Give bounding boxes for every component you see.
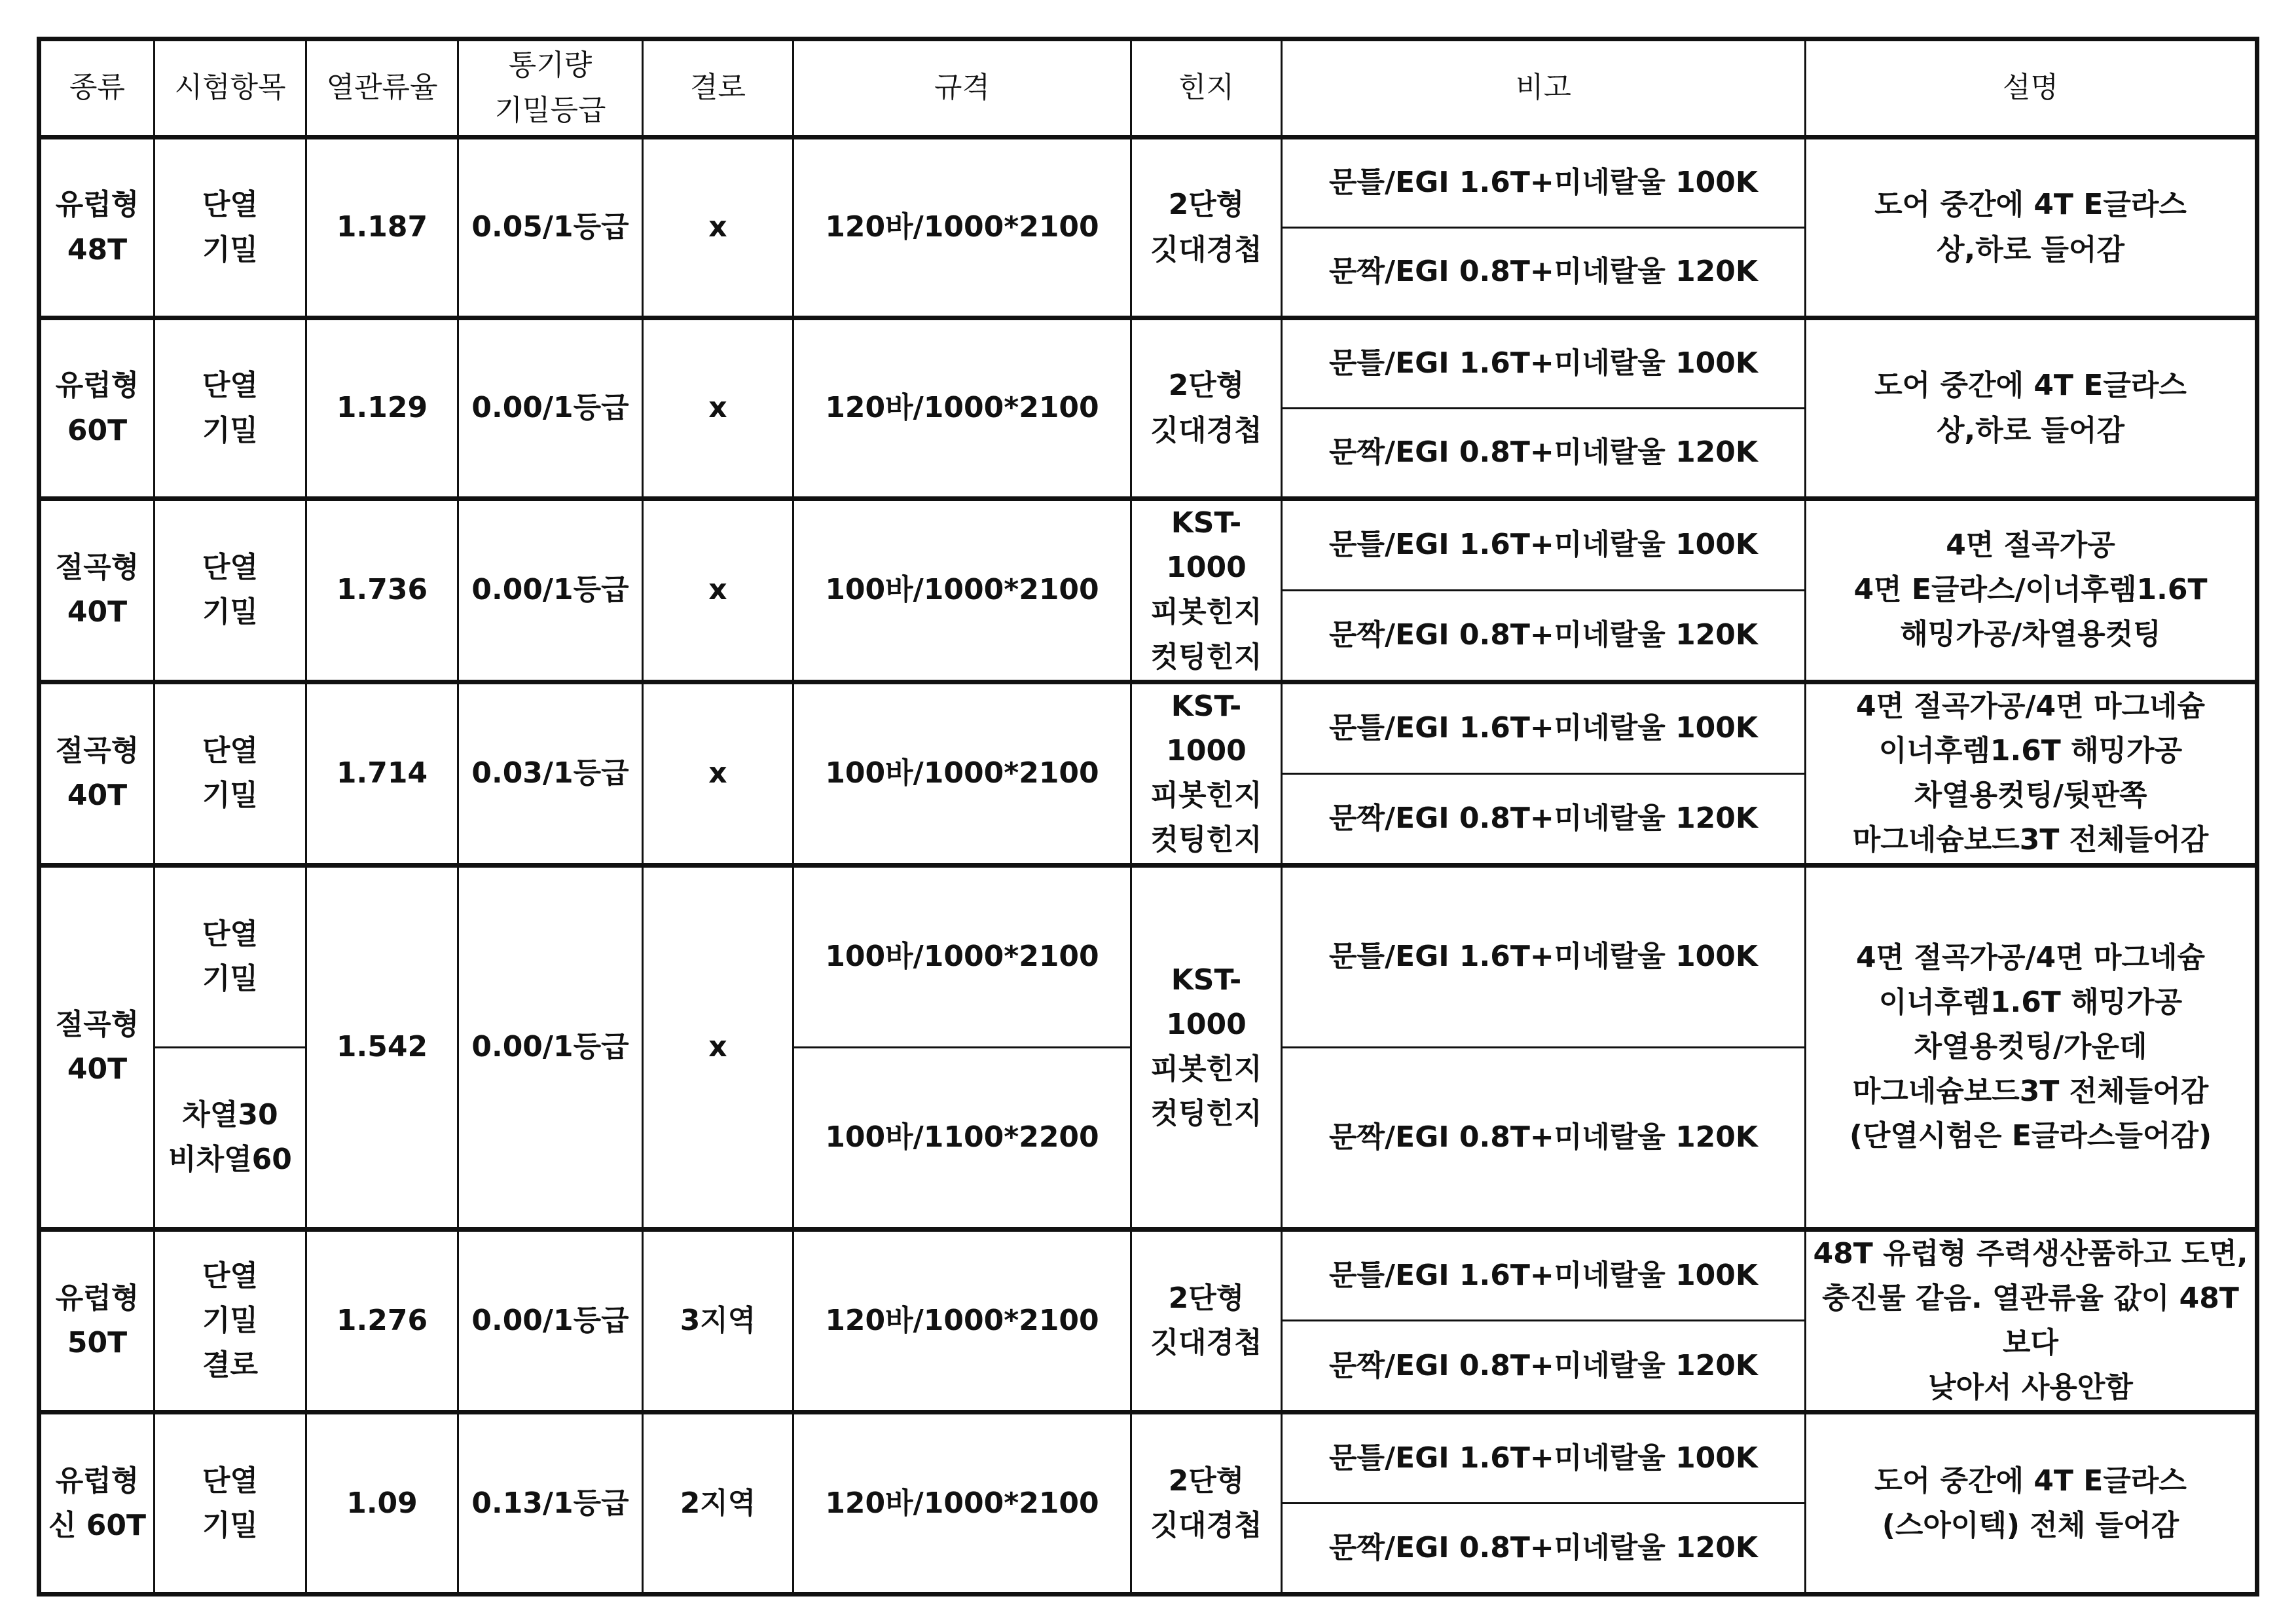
header-airtightness [458,39,643,138]
header-description: 설명 [1806,39,2257,138]
test-results-table [37,37,2259,1596]
remark-frame-cell: 문틀/EGI 1.6T+미네랄울 100K [1282,499,1806,591]
test-items-cell: 단열 기밀 [155,138,306,318]
description-cell: 4면 절곡가공/4면 마그네슘 이너후렘1.6T 해밍가공 차열용컷팅/가운데 마그네슘보드3T 전체들어감 (단열시험은 E글라스들어감) [1806,865,2257,1229]
airtightness-cell: 0.13/1등급 [458,1412,643,1595]
condensation-cell: x [643,499,793,682]
remark-door-cell: 문짝/EGI 0.8T+미네랄울 120K [1282,1047,1806,1229]
condensation-cell: x [643,865,793,1229]
remark-door-cell: 문짝/EGI 0.8T+미네랄울 120K [1282,1321,1806,1412]
u-value-cell: 1.714 [306,682,458,865]
description-cell: 도어 중간에 4T E글라스 상,하로 들어감 [1806,318,2257,499]
table-row [39,318,2257,409]
condensation-cell: x [643,318,793,499]
u-value-cell: 1.129 [306,318,458,499]
header-u-value: 열관류율 [306,39,458,138]
u-value-cell: 1.276 [306,1229,458,1412]
table-row-group [39,865,2257,1229]
u-value-cell: 1.736 [306,499,458,682]
condensation-cell: 3지역 [643,1229,793,1412]
remark-frame-cell: 문틀/EGI 1.6T+미네랄울 100K [1282,138,1806,228]
table-row-group [39,1412,2257,1595]
airtightness-cell: 0.03/1등급 [458,682,643,865]
type-cell: 절곡형 40T [39,865,155,1229]
spec-cell: 120바/1000*2100 [793,1229,1131,1412]
condensation-cell: x [643,138,793,318]
header-type: 종류 [39,39,155,138]
description-cell: 48T 유럽형 주력생산품하고 도면, 충진물 같음. 열관류율 값이 48T보다 낮아서 사용안함 [1806,1229,2257,1412]
remark-door-cell: 문짝/EGI 0.8T+미네랄울 120K [1282,228,1806,318]
remark-door-cell: 문짝/EGI 0.8T+미네랄울 120K [1282,773,1806,865]
table-row [39,1229,2257,1321]
table-row-group [39,499,2257,682]
spec-cell: 120바/1000*2100 [793,1412,1131,1595]
type-cell: 유럽형 신 60T [39,1412,155,1595]
u-value-cell: 1.187 [306,138,458,318]
type-cell: 절곡형 40T [39,499,155,682]
u-value-cell: 1.09 [306,1412,458,1595]
test-items-cell: 단열 기밀 [155,499,306,682]
table-row-group [39,682,2257,865]
airtightness-cell: 0.00/1등급 [458,499,643,682]
test-items-cell: 단열 기밀 결로 [155,1229,306,1412]
spec-cell: 100바/1000*2100 [793,865,1131,1047]
table-row [39,865,2257,1047]
description-cell: 도어 중간에 4T E글라스 상,하로 들어감 [1806,138,2257,318]
airtightness-cell: 0.00/1등급 [458,865,643,1229]
airtightness-cell: 0.00/1등급 [458,318,643,499]
spec-cell: 100바/1000*2100 [793,682,1131,865]
remark-frame-cell: 문틀/EGI 1.6T+미네랄울 100K [1282,1229,1806,1321]
hinge-cell: KST-1000 피봇힌지 컷팅힌지 [1131,865,1282,1229]
condensation-cell: 2지역 [643,1412,793,1595]
test-items-cell: 단열 기밀 [155,1412,306,1595]
header-test-items: 시험항목 [155,39,306,138]
header-remarks: 비고 [1282,39,1806,138]
remark-door-cell: 문짝/EGI 0.8T+미네랄울 120K [1282,590,1806,682]
header-airtightness-line-2: 기밀등급 [494,93,606,127]
remark-frame-cell: 문틀/EGI 1.6T+미네랄울 100K [1282,318,1806,409]
description-cell: 4면 절곡가공 4면 E글라스/이너후렘1.6T 해밍가공/차열용컷팅 [1806,499,2257,682]
test-items-cell: 단열 기밀 [155,682,306,865]
condensation-cell: x [643,682,793,865]
table-row [39,1412,2257,1504]
spec-sheet [37,37,2255,1585]
type-cell: 유럽형 60T [39,318,155,499]
remark-door-cell: 문짝/EGI 0.8T+미네랄울 120K [1282,409,1806,499]
table-row [39,682,2257,773]
u-value-cell: 1.542 [306,865,458,1229]
spec-cell: 120바/1000*2100 [793,138,1131,318]
hinge-cell: 2단형 깃대경첩 [1131,1412,1282,1595]
table-row-group [39,1229,2257,1412]
table-row-group [39,318,2257,499]
header-airtightness-line-1: 통기량 [508,48,592,83]
test-items-cell: 단열 기밀 [155,318,306,499]
header-condensation: 결로 [643,39,793,138]
description-cell: 도어 중간에 4T E글라스 (스아이텍) 전체 들어감 [1806,1412,2257,1595]
airtightness-cell: 0.05/1등급 [458,138,643,318]
hinge-cell: KST-1000 피봇힌지 컷팅힌지 [1131,499,1282,682]
table-row [39,138,2257,228]
remark-frame-cell: 문틀/EGI 1.6T+미네랄울 100K [1282,1412,1806,1504]
test-items-cell: 차열30 비차열60 [155,1047,306,1229]
type-cell: 절곡형 40T [39,682,155,865]
spec-cell: 120바/1000*2100 [793,318,1131,499]
remark-door-cell: 문짝/EGI 0.8T+미네랄울 120K [1282,1504,1806,1595]
description-cell: 4면 절곡가공/4면 마그네슘 이너후렘1.6T 해밍가공 차열용컷팅/뒷판쪽 마그네슘보드3T 전체들어감 [1806,682,2257,865]
table-row [39,499,2257,591]
hinge-cell: KST-1000 피봇힌지 컷팅힌지 [1131,682,1282,865]
airtightness-cell: 0.00/1등급 [458,1229,643,1412]
remark-frame-cell: 문틀/EGI 1.6T+미네랄울 100K [1282,865,1806,1047]
type-cell: 유럽형 48T [39,138,155,318]
spec-cell: 100바/1100*2200 [793,1047,1131,1229]
header-row [39,39,2257,138]
type-cell: 유럽형 50T [39,1229,155,1412]
hinge-cell: 2단형 깃대경첩 [1131,318,1282,499]
test-items-cell: 단열 기밀 [155,865,306,1047]
header-hinge: 힌지 [1131,39,1282,138]
remark-frame-cell: 문틀/EGI 1.6T+미네랄울 100K [1282,682,1806,773]
hinge-cell: 2단형 깃대경첩 [1131,1229,1282,1412]
hinge-cell: 2단형 깃대경첩 [1131,138,1282,318]
table-row-group [39,138,2257,318]
spec-cell: 100바/1000*2100 [793,499,1131,682]
header-spec: 규격 [793,39,1131,138]
